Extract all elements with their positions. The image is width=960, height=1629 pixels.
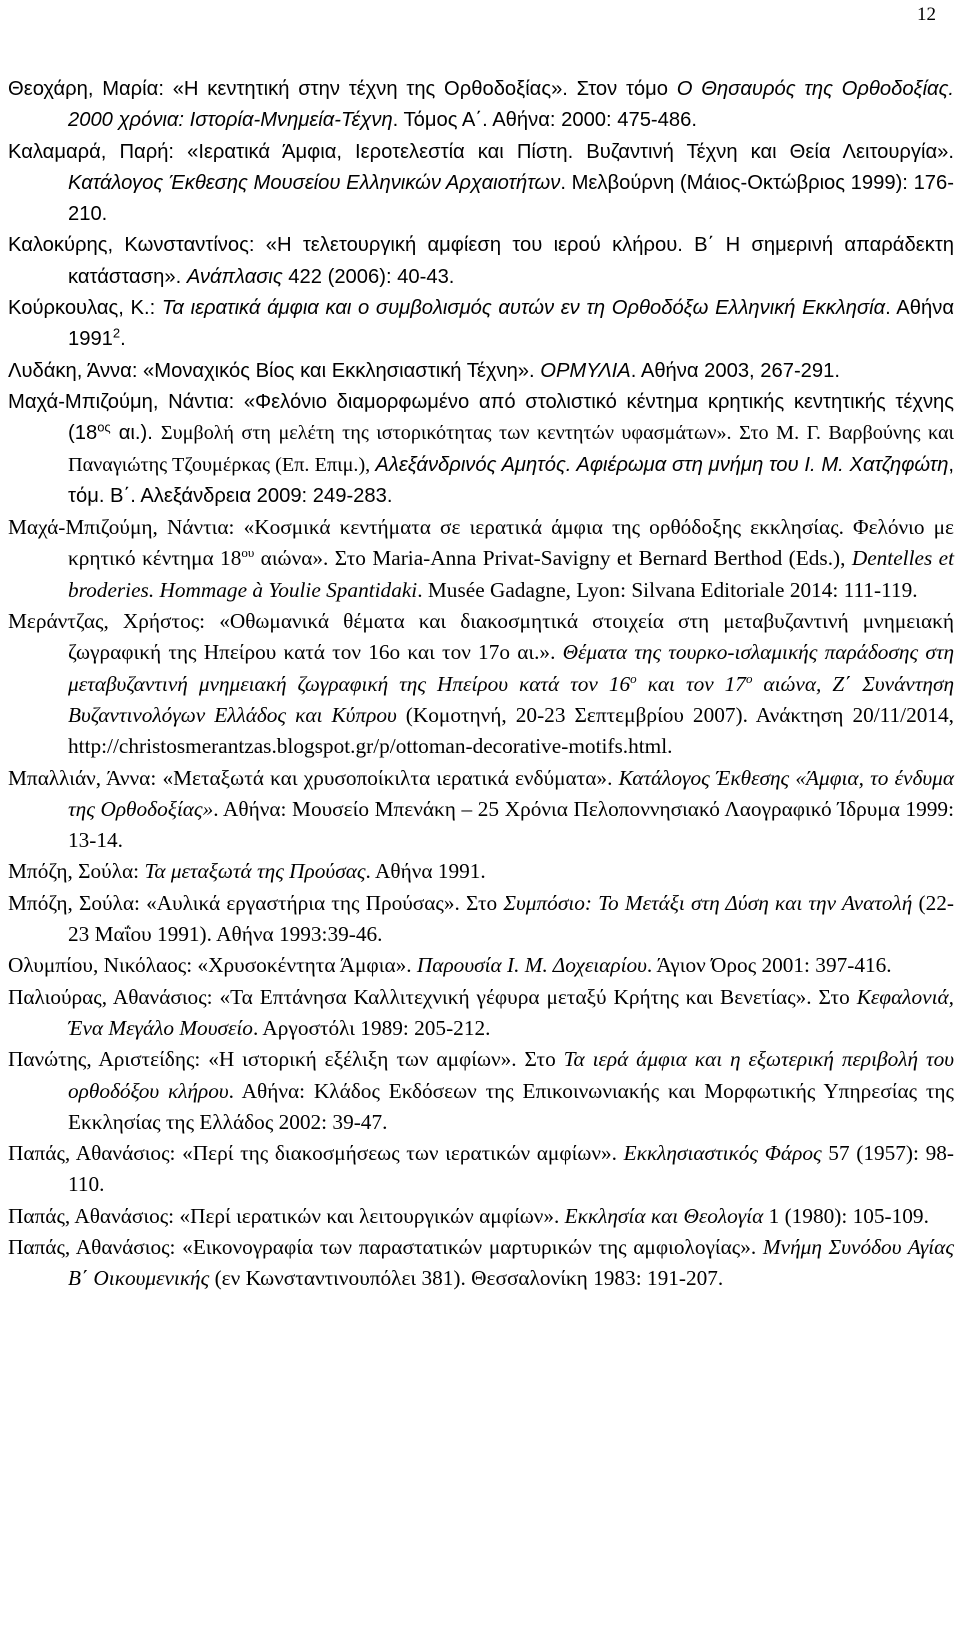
- entry-text: . Άγιον Όρος 2001: 397-416.: [646, 953, 892, 978]
- entry-text: .: [120, 328, 126, 351]
- italic-title-text: Ο Θησαυρός της Ορθοδοξίας. 2000 χρόνια: Ιστορία-Μνημεία-Τέχνη: [68, 78, 960, 132]
- italic-title-text: Κατάλογος Έκθεσης «Άμφια, το ένδυμα της Ορθοδοξίας»: [68, 765, 960, 821]
- entry-text: . Musée Gadagne, Lyon: Silvana Editoriale 2014: 111-119.: [417, 577, 918, 602]
- bibliography-entry: [8, 1201, 954, 1232]
- italic-title-text: ΟΡΜΥΛΙΑ: [540, 359, 631, 382]
- entry-text: Πανώτης, Αριστείδης: «Η ιστορική εξέλιξη των αμφίων». Στο: [8, 1047, 564, 1072]
- bibliography-entry: [8, 1044, 960, 1138]
- page-number: 12: [917, 4, 936, 25]
- entry-text: , τόμ. Β΄. Αλεξάνδρεια 2009: 249-283.: [68, 453, 960, 507]
- italic-title-text: Κατάλογος Έκθεσης Μουσείου Ελληνικών Αρχαιοτήτων: [68, 171, 561, 194]
- italic-title-text: Μνήμη Συνόδου Αγίας Β΄ Οικουμενικής: [68, 1234, 960, 1291]
- entry-text: . Μελβούρνη (Μάιος-Οκτώβριος 1999): 176-210.: [68, 171, 954, 226]
- bibliography-entry: [8, 606, 960, 762]
- superscript-text: ο: [745, 670, 753, 686]
- italic-title-text: αιώνα, Ζ΄ Συνάντηση Βυζαντινολόγων Ελλάδος και Κύπρου: [68, 671, 960, 727]
- entry-text: αιώνα». Στο Maria-Anna Privat-Savigny et Bernard Berthod (Eds.),: [254, 546, 852, 571]
- entry-text: . Αθήνα: Κλάδος Εκδόσεων της Επικοινωνιακής και Μορφωτικής Υπηρεσίας της Εκκλησίας της Ελλάδος 2002: 39-47.: [68, 1078, 960, 1134]
- italic-title-text: Dentelles et broderies. Hommage à Youlie Spantidaki: [68, 546, 960, 602]
- bibliography-entry: [8, 356, 954, 387]
- bibliography-entry: [8, 137, 960, 231]
- italic-title-text: Παρουσία Ι. Μ. Δοχειαρίου: [416, 953, 647, 978]
- entry-text: Μαχά-Μπιζούμη, Νάντια: «Φελόνιο διαμορφωμένο από στολιστικό κέντημα κρητικής κεντητικής τέχνης (18: [8, 390, 960, 445]
- entry-text: Λυδάκη, Άννα: «Μοναχικός Βίος και Εκκλησιαστική Τέχνη».: [8, 359, 541, 382]
- entry-text: Μπαλλιάν, Άννα: «Μεταξωτά και χρυσοποίκιλτα ιερατικά ενδύματα».: [8, 765, 619, 790]
- entry-text: (εν Κωνσταντινουπόλει 381). Θεσσαλονίκη 1983: 191-207.: [209, 1266, 724, 1291]
- entry-text: Μπόζη, Σούλα: «Αυλικά εργαστήρια της Προύσας». Στο: [8, 890, 504, 915]
- entry-text: Καλοκύρης, Κωνσταντίνος: «Η τελετουργική αμφίεση του ιερού κλήρου. Β΄ Η σημερινή απαράδεκτη κατάσταση».: [8, 234, 960, 288]
- bibliography-entry: [8, 763, 960, 857]
- italic-title-text: Κεφαλονιά, Ένα Μεγάλο Μουσείο: [68, 984, 960, 1040]
- entry-text: (Κομοτηνή, 20-23 Σεπτεμβρίου 2007). Ανάκτηση 20/11/2014, http://christosmerantzas.blogspot.gr/p/ottoman-decorative-motifs.html.: [68, 702, 960, 759]
- bibliography-entry: [8, 1138, 954, 1201]
- entry-text: Θεοχάρη, Μαρία: «Η κεντητική στην τέχνη της Ορθοδοξίας». Στον τόμο: [8, 78, 677, 100]
- entry-text: . Αθήνα: Μουσείο Μπενάκη – 25 Χρόνια Πελοποννησιακό Λαογραφικό Ίδρυμα 1999: 13-14.: [68, 796, 960, 853]
- bibliography-entry: [8, 982, 960, 1045]
- entry-text: . Αργοστόλι 1989: 205-212.: [252, 1015, 491, 1040]
- entry-text: Συμβολή στη μελέτη της ιστορικότητας των κεντητών υφασμάτων». Στο Μ. Γ. Βαρβούνης και Παναγιώτης Τζουμέρκας (Επ. Επιμ.),: [68, 422, 960, 476]
- italic-title-text: Αλεξάνδρινός Αμητός. Αφιέρωμα στη μνήμη του Ι. Μ. Χατζηφώτη: [375, 453, 949, 476]
- bibliography-entry: [8, 74, 960, 137]
- italic-title-text: Ανάπλασις: [186, 265, 283, 288]
- bibliography-entry: [8, 230, 960, 293]
- italic-title-text: Τα ιερατικά άμφια και ο συμβολισμός αυτών εν τη Ορθοδόξω Ελληνική Εκκλησία: [161, 297, 886, 320]
- italic-title-text: Εκκλησιαστικός Φάρος: [623, 1141, 822, 1166]
- entry-text: 422 (2006): 40-43.: [282, 265, 455, 288]
- entry-text: (22-23 Μαΐου 1991). Αθήνα 1993:39-46.: [68, 890, 954, 947]
- italic-title-text: Θέματα της τουρκο-ισλαμικής παράδοσης στη μεταβυζαντινή μνημειακή ζωγραφική της Ηπείρου κατά τον 16: [68, 640, 960, 696]
- bibliography-entry: [8, 293, 960, 356]
- entry-text: Παπάς, Αθανάσιος: «Περί της διακοσμήσεως των ιερατικών αμφίων».: [8, 1141, 624, 1166]
- entry-text: Μαχά-Μπιζούμη, Νάντια: «Κοσμικά κεντήματα σε ιερατικά άμφια της ορθόδοξης εκκλησίας. Φελόνιο με κρητικό κέντημα 18: [8, 515, 960, 571]
- entry-text: Ολυμπίου, Νικόλαος: «Χρυσοκέντητα Άμφια».: [8, 953, 417, 978]
- entry-text: Καλαμαρά, Παρή: «Ιερατικά Άμφια, Ιεροτελεστία και Πίστη. Βυζαντινή Τέχνη και Θεία Λειτουργία».: [8, 140, 960, 163]
- entry-text: Μπόζη, Σούλα:: [8, 859, 145, 884]
- bibliography-entry: [8, 387, 960, 512]
- entry-text: . Αθήνα 1991: [68, 297, 960, 351]
- superscript-text: ος: [97, 419, 111, 435]
- entry-text: Παπάς, Αθανάσιος: «Περί ιερατικών και λειτουργικών αμφίων».: [8, 1203, 565, 1228]
- italic-title-text: Τα ιερά άμφια και η εξωτερική περιβολή του ορθοδόξου κλήρου: [68, 1047, 960, 1103]
- bibliography-entry: [8, 1232, 960, 1295]
- entry-text: 1 (1980): 105-109.: [763, 1203, 929, 1228]
- bibliography-list: [8, 74, 960, 1295]
- entry-text: αι.).: [110, 422, 161, 445]
- superscript-text: ου: [241, 545, 255, 561]
- superscript-text: 2: [112, 325, 121, 341]
- bibliography-entry: [8, 950, 954, 981]
- entry-text: 57 (1957): 98-110.: [68, 1141, 954, 1197]
- entry-text: Παπάς, Αθανάσιος: «Εικονογραφία των παραστατικών μαρτυρικών της αμφιολογίας».: [8, 1234, 763, 1259]
- entry-text: . Τόμος Α΄. Αθήνα: 2000: 475-486.: [392, 109, 697, 132]
- entry-text: . Αθήνα 2003, 267-291.: [630, 359, 840, 382]
- italic-title-text: Τα μεταξωτά της Προύσας: [144, 859, 366, 884]
- bibliography-entry: [8, 888, 954, 951]
- entry-text: Παλιούρας, Αθανάσιος: «Τα Επτάνησα Καλλιτεχνική γέφυρα μεταξύ Κρήτης και Βενετίας». Στο: [8, 984, 857, 1009]
- superscript-text: ο: [630, 670, 637, 686]
- bibliography-entry: [8, 512, 960, 606]
- italic-title-text: Συμπόσιο: Το Μετάξι στη Δύση και την Ανατολή: [503, 890, 913, 915]
- bibliography-entry: [8, 856, 954, 887]
- entry-text: . Αθήνα 1991.: [365, 859, 486, 884]
- entry-text: Μεράντζας, Χρήστος: «Οθωμανικά θέματα και διακοσμητικά στοιχεία στη μεταβυζαντινή μνημειακή ζωγραφική της Ηπείρου κατά τον 16ο και τον 17ο αι.».: [8, 609, 960, 665]
- entry-text: Κούρκουλας, Κ.:: [8, 297, 162, 320]
- italic-title-text: Εκκλησία και Θεολογία: [564, 1203, 764, 1228]
- italic-title-text: και τον 17: [636, 671, 746, 696]
